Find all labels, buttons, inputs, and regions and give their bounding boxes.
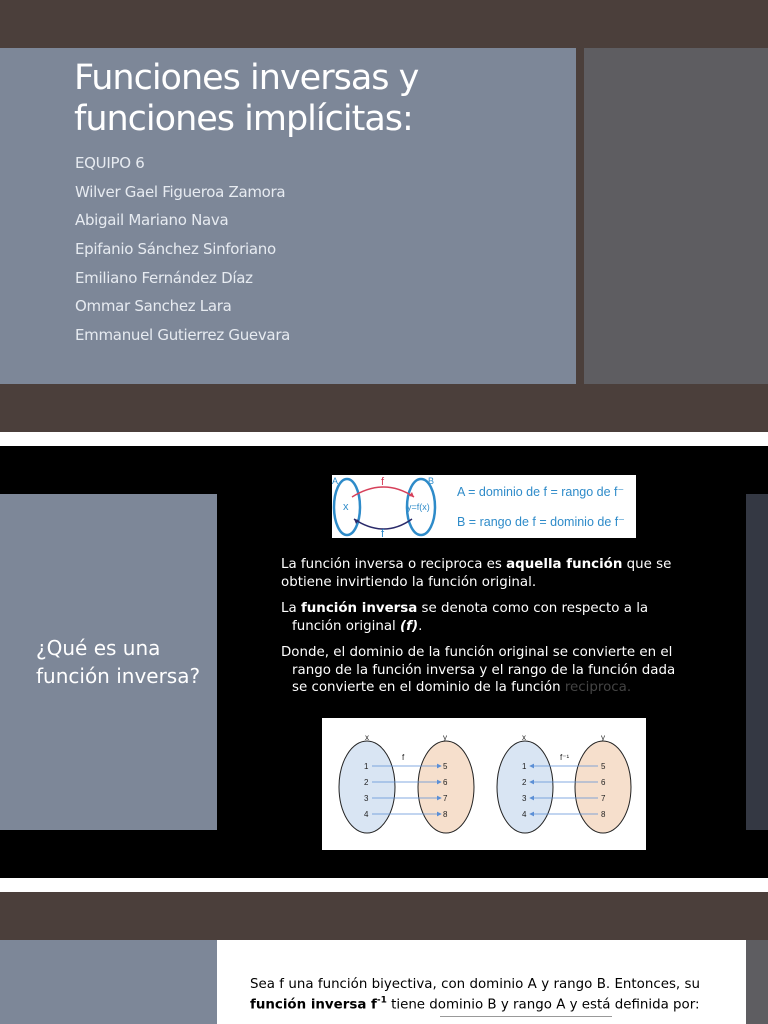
range-relation-line: B = rango de f = dominio de f⁻ — [457, 515, 625, 529]
inverse-function-slide — [0, 446, 768, 878]
range-value: 5 — [443, 762, 448, 771]
title-slide — [0, 0, 768, 432]
y-label: y — [601, 733, 605, 742]
y-label: y — [443, 733, 447, 742]
range-oval — [575, 741, 631, 833]
team-member: Wilver Gael Figueroa Zamora — [75, 182, 286, 201]
team-member: Ommar Sanchez Lara — [75, 297, 232, 316]
range-value: 6 — [443, 778, 448, 787]
domain-value: 4 — [522, 810, 527, 819]
domain-oval — [339, 741, 395, 833]
x-element: x — [343, 501, 349, 513]
x-label: x — [522, 733, 526, 742]
domain-value: 2 — [364, 778, 369, 787]
range-oval — [418, 741, 474, 833]
set-a-label: A — [332, 476, 339, 486]
domain-value: 1 — [364, 762, 369, 771]
domain-value: 3 — [522, 794, 527, 803]
presentation-title: Funciones inversas y funciones implícitas: — [74, 58, 419, 139]
domain-value: 3 — [364, 794, 369, 803]
domain-value: 4 — [364, 810, 369, 819]
team-member: Emmanuel Gutierrez Guevara — [75, 326, 291, 345]
team-member: Abigail Mariano Nava — [75, 211, 229, 230]
side-panel — [584, 48, 768, 384]
domain-range-diagram — [332, 475, 636, 538]
side-panel — [746, 940, 768, 1024]
heading-panel — [0, 940, 217, 1024]
team-list — [75, 152, 290, 353]
range-value: 7 — [443, 794, 448, 803]
domain-range-paragraph: Donde, el dominio de la función original se convierte en el rango de la función inversa y el rango de la función dada se convierte en el dominio de la función reciproca. — [281, 645, 676, 695]
mapping-f-inverse — [497, 733, 631, 833]
team-member: Emiliano Fernández Díaz — [75, 268, 253, 287]
range-value: 6 — [601, 778, 606, 787]
team-label: EQUIPO 6 — [75, 154, 145, 172]
range-value: 8 — [443, 810, 448, 819]
domain-range-svg — [332, 475, 636, 538]
side-panel — [746, 494, 768, 830]
x-label: x — [365, 733, 369, 742]
slide-heading: ¿Qué es una función inversa? — [36, 636, 201, 688]
y-element: y=f(x) — [407, 502, 430, 512]
set-b-label: B — [428, 476, 435, 486]
team-member: Epifanio Sánchez Sinforiano — [75, 240, 276, 259]
range-value: 8 — [601, 810, 606, 819]
definition-text — [281, 556, 681, 706]
mapping-diagram — [322, 718, 646, 850]
domain-value: 1 — [522, 762, 527, 771]
f-label: f — [381, 476, 385, 488]
range-value: 5 — [601, 762, 606, 771]
f-inverse-label: f — [381, 528, 385, 538]
bijective-definition-text: Sea f una función biyectiva, con dominio A y rango B. Entonces, su función inversa $f^{-1}$ tiene dominio B y rango A y está definida por: — [250, 977, 700, 1013]
f-arrow — [352, 487, 414, 497]
domain-relation-line: A = dominio de f = rango de f⁻ — [457, 485, 625, 499]
f-inverse-label: f⁻¹ — [560, 753, 570, 762]
domain-value: 2 — [522, 778, 527, 787]
definition-slide — [0, 892, 768, 1024]
f-label: f — [402, 753, 405, 762]
domain-oval — [497, 741, 553, 833]
notation-paragraph: La función inversa se denota como con respecto a la función original (f). — [281, 601, 649, 634]
mapping-f — [339, 733, 474, 833]
range-value: 7 — [601, 794, 606, 803]
formula-box — [440, 1016, 612, 1024]
definition-paragraph: La función inversa o reciproca es aquella función que se obtiene invirtiendo la función original. — [281, 557, 672, 590]
mapping-svg — [322, 718, 646, 850]
